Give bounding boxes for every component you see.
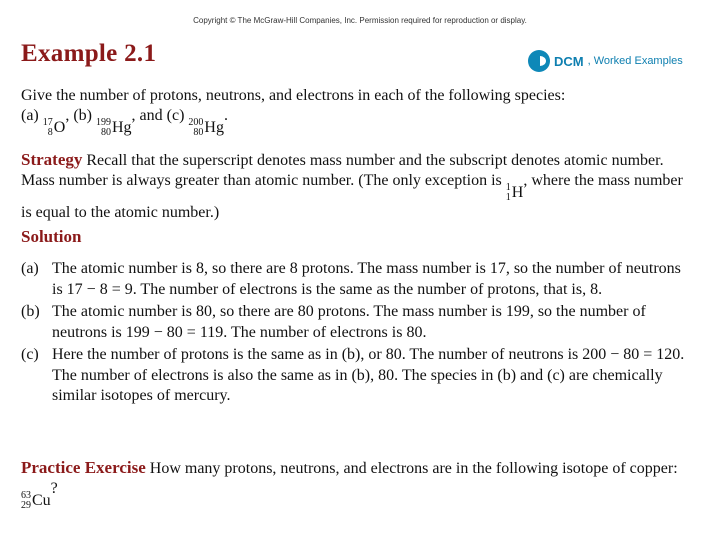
species-a-tag: (a): [21, 107, 43, 124]
nuclide-hg200: [188, 118, 224, 138]
atomic-number: 29: [21, 500, 31, 511]
solution-list: [21, 259, 691, 409]
question-line: Give the number of protons, neutrons, and electrons in each of the following species:: [21, 87, 566, 104]
page-title: Example 2.1: [21, 40, 157, 67]
solution-item-c: [21, 345, 691, 407]
solution-item-b: [21, 302, 691, 343]
copyright-notice: Copyright © The McGraw-Hill Companies, Inc. Permission required for reproduction or display.: [193, 16, 527, 25]
atomic-number: 1: [505, 192, 511, 203]
element-symbol: Cu: [32, 492, 51, 509]
mass-number: 200: [188, 117, 204, 128]
dcm-logo-icon: [528, 50, 550, 72]
practice-label: Practice Exercise: [21, 458, 146, 477]
atomic-number: 80: [100, 127, 111, 138]
species-b-tag: , (b): [65, 107, 96, 124]
nuclide-o17: [43, 118, 66, 138]
mass-number: 17: [42, 117, 53, 128]
badge-text: , Worked Examples: [587, 55, 683, 67]
mass-number: 63: [21, 490, 31, 501]
solution-item-tag: (b): [21, 303, 40, 320]
mass-number: 199: [95, 117, 111, 128]
nuclide-hg199: [96, 118, 132, 138]
solution-item-text: The atomic number is 80, so there are 80 protons. The mass number is 199, so the number of neutrons is 199 − 80 = 119. The number of electrons is 80.: [52, 303, 646, 341]
element-symbol: Hg: [204, 119, 224, 136]
badge-brand: DCM: [554, 53, 584, 69]
element-symbol: Hg: [111, 119, 132, 136]
mass-number: 1: [505, 182, 511, 193]
strategy-text: Recall that the superscript denotes mass number and the subscript denotes atomic number. Mass number is always greater than atomic number. (The only exception is: [21, 152, 664, 189]
strategy-label: Strategy: [21, 150, 83, 169]
atomic-number: 8: [47, 127, 53, 138]
question-end: .: [223, 107, 228, 124]
practice-text: How many protons, neutrons, and electrons are in the following isotope of copper:: [145, 460, 678, 477]
solution-heading: Solution: [21, 227, 82, 246]
strategy-text-2: , where the mass number is equal to the atomic number.): [21, 172, 683, 221]
practice-end: ?: [50, 480, 58, 497]
element-symbol: H: [511, 184, 524, 201]
dcm-worked-examples-badge[interactable]: [528, 50, 683, 72]
solution-item-tag: (c): [21, 346, 39, 363]
strategy-paragraph: [21, 150, 691, 223]
species-c-tag: , and (c): [131, 107, 189, 124]
element-symbol: O: [53, 119, 66, 136]
practice-exercise: [21, 458, 691, 511]
solution-item-a: [21, 259, 691, 300]
question-text: [21, 86, 691, 138]
atomic-number: 80: [193, 127, 204, 138]
solution-item-text: The atomic number is 8, so there are 8 protons. The mass number is 17, so the number of neutrons is 17 − 8 = 9. The number of electrons is the same as the number of protons, that is, 8.: [52, 260, 681, 298]
nuclide-cu63: [21, 491, 51, 511]
solution-item-tag: (a): [21, 260, 39, 277]
nuclide-h1: [506, 183, 524, 203]
question-species: [21, 106, 691, 138]
solution-item-text: Here the number of protons is the same as in (b), or 80. The number of neutrons is 200 − 80 = 120. The number of electrons is also the same as in (b), 80. The species in (b) and (c) are chemically similar isotopes of mercury.: [52, 346, 685, 404]
